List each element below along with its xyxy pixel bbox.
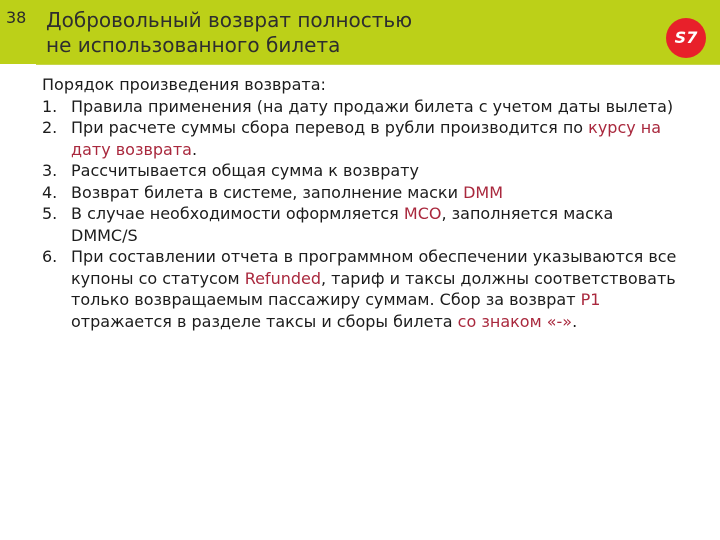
highlighted-text: курсу на дату возврата: [71, 118, 662, 159]
intro-text: Порядок произведения возврата:: [42, 75, 326, 94]
list-item-text: Возврат билета в системе, заполнение маски: [71, 182, 464, 202]
steps-list: [42, 96, 682, 333]
list-item-text: При расчете суммы сбора перевод в рубли производится по: [71, 118, 589, 137]
slide-content: [42, 74, 682, 332]
list-item-text: Правила применения (на дату продажи билета с учетом даты вылета): [71, 96, 674, 116]
s7-logo: S7: [666, 18, 706, 58]
slide-title: [46, 8, 412, 58]
highlighted-text: со знаком «-»: [457, 311, 573, 331]
list-item: [42, 246, 682, 332]
list-item-number: 1.: [42, 96, 58, 116]
list-item-text: .: [191, 139, 198, 159]
highlighted-text: Refunded: [244, 268, 321, 288]
list-item-text: отражается в разделе таксы и сборы билета: [71, 311, 458, 331]
list-item-text: Рассчитывается общая сумма к возврату: [71, 161, 419, 180]
list-item-number: 5.: [42, 204, 58, 223]
list-item: [42, 182, 682, 204]
list-item-number: 2.: [42, 118, 58, 137]
slide-title-line-2: не использованного билета: [46, 33, 341, 57]
slide-title-line-1: Добровольный возврат полностью: [46, 8, 413, 32]
list-item-text: При составлении отчета в программном обеспечении указываются все купоны со статусом: [71, 247, 677, 288]
list-item-text: , тариф и таксы должны соответствовать только возвращаемым пассажиру суммам. Сбор за возврат: [71, 268, 676, 309]
highlighted-text: MCO: [403, 204, 442, 223]
highlighted-text: DMM: [463, 182, 504, 202]
list-item-number: 3.: [42, 161, 58, 180]
list-item-text: В случае необходимости оформляется: [71, 204, 404, 223]
list-item-text: , заполняется маска DMMC/S: [71, 204, 614, 245]
header-divider: [36, 64, 720, 65]
list-item: [42, 160, 682, 182]
list-item: [42, 96, 682, 118]
slide-header: [0, 0, 720, 64]
list-item-text: .: [572, 311, 578, 331]
slide-number: 38: [6, 8, 27, 27]
list-item: [42, 203, 682, 246]
list-item-number: 6.: [42, 247, 58, 266]
highlighted-text: P1: [580, 290, 601, 309]
list-item-number: 4.: [42, 182, 58, 202]
list-item: [42, 117, 682, 160]
